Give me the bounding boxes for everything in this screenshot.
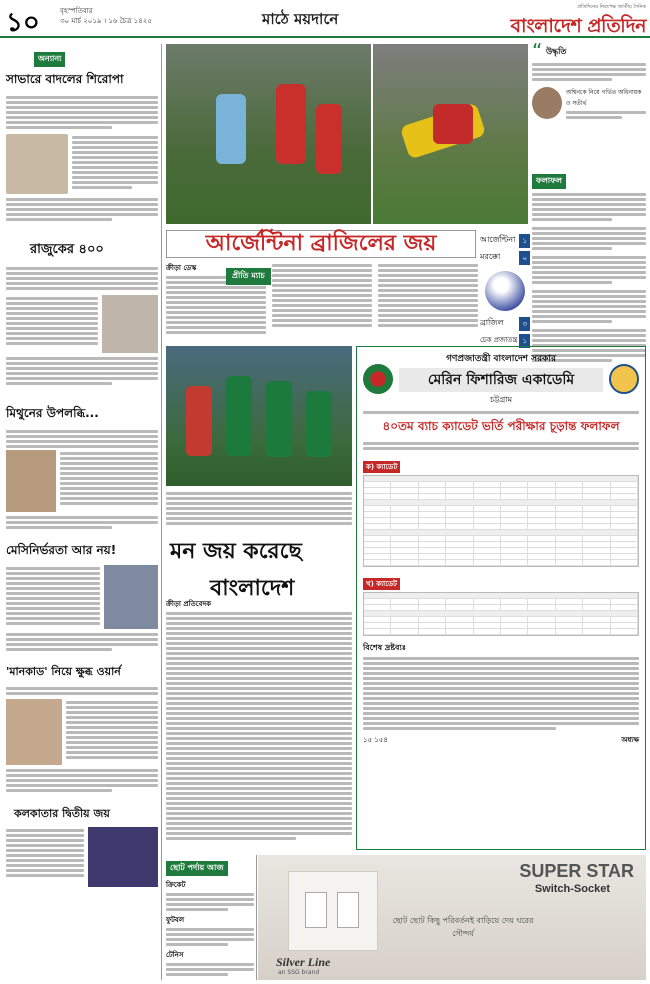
section-b-label: খ) ক্যাডেট	[363, 578, 400, 590]
story-body	[6, 295, 98, 353]
story-title: মেসিনির্ভরতা আর নয়!	[6, 543, 117, 557]
score-row	[480, 234, 530, 248]
results-list	[532, 193, 646, 362]
story-body	[6, 355, 158, 395]
person-photo	[6, 699, 62, 765]
notice-ref: ১৫ ১৫৪	[363, 736, 388, 744]
logo-tagline: প্রতিদিনের নিরপেক্ষ জাতীয় দৈনিক	[577, 4, 646, 10]
results-table	[363, 475, 639, 567]
team-score: ১	[519, 334, 530, 348]
story-body	[6, 767, 158, 797]
ad-sub-brand: an SSG brand	[278, 969, 320, 976]
quote-author: অশ্বিনকে নিয়ে গর্ভিত অধিনায়ক ও সতীর্থ	[566, 89, 642, 107]
story-body	[6, 827, 84, 887]
tv-item: ক্রিকেট	[166, 881, 186, 889]
academy-emblem-icon	[609, 364, 639, 394]
ad-brand: SUPER STAR	[519, 861, 634, 881]
page-number: ১০	[6, 8, 40, 38]
main-story	[166, 262, 478, 342]
special-label: বিশেষ দ্রষ্টব্যঃ	[363, 643, 407, 652]
bangladesh-headline-line1: মন জয় করেছে	[170, 539, 302, 564]
story-title: মিথুনের উপলব্ধি...	[6, 406, 99, 420]
story-body	[6, 514, 158, 534]
org-line2: মেরিন ফিশারিজ একাডেমি	[399, 368, 603, 392]
tv-title: ছোট পর্দায় আজ	[166, 861, 228, 876]
story-title: কলকাতার দ্বিতীয় জয়	[14, 807, 110, 820]
notice-section-b	[363, 571, 639, 636]
team-name: ব্রাজিল	[480, 318, 504, 327]
story-body	[66, 699, 158, 765]
team-score: ০	[519, 251, 530, 265]
column-divider	[161, 44, 162, 980]
notice-org	[399, 351, 603, 407]
story-body	[6, 265, 158, 295]
notice-section-a	[363, 454, 639, 567]
main-headline: আর্জেন্টিনা ব্রাজিলের জয়	[205, 230, 437, 256]
team-score: ৩	[519, 317, 530, 331]
team-name: চেক প্রজাতন্ত্র	[480, 336, 518, 344]
story-body	[72, 134, 158, 194]
story-body	[6, 685, 158, 699]
byline: ক্রীড়া ডেস্ক	[166, 264, 197, 272]
quote-author-block	[566, 87, 646, 121]
tv-schedule-box	[166, 855, 254, 980]
football-icon	[485, 271, 525, 311]
byline: ক্রীড়া প্রতিবেদক	[166, 600, 212, 608]
person-photo	[6, 450, 56, 512]
bangladesh-headline	[170, 534, 350, 601]
switch-socket-ad	[258, 855, 646, 980]
story-body	[6, 565, 100, 629]
tv-item: ফুটবল	[166, 916, 185, 924]
story-body	[6, 94, 158, 134]
notice-footer	[363, 734, 639, 746]
person-photo	[102, 295, 158, 353]
quote-label: উদ্ধৃতি	[546, 47, 567, 56]
logo-text: বাংলাদেশ প্রতিদিন	[510, 15, 646, 37]
person-photo	[6, 134, 68, 194]
ad-series: Silver Line	[276, 955, 331, 969]
column-divider	[256, 855, 257, 980]
bangladesh-story-top	[166, 490, 352, 536]
score-row	[480, 317, 530, 331]
team-name: মরক্কো	[480, 252, 501, 261]
org-line1: গণপ্রজাতন্ত্রী বাংলাদেশ সরকার	[446, 354, 556, 364]
bangladesh-team-photo	[166, 346, 352, 486]
story-title: সাভারে বাদলের শিরোপা	[6, 72, 124, 86]
section-a-label: ক) ক্যাডেট	[363, 461, 400, 473]
bangladesh-headline-line2: বাংলাদেশ	[210, 576, 295, 601]
govt-emblem-icon	[363, 364, 393, 394]
notice-ref-line	[363, 411, 639, 414]
story-title: রাজুকের ৪০০	[30, 242, 104, 257]
date-full: ৩০ মার্চ ২০১৯ । ১৬ চৈত্র ১৪২৫	[60, 17, 152, 25]
ad-product: Switch-Socket	[534, 883, 610, 895]
org-line3: চট্টগ্রাম	[489, 395, 513, 404]
story-body	[6, 196, 158, 228]
others-tag: অন্যান্য	[34, 52, 65, 67]
team-score: ১	[519, 234, 530, 248]
story-body	[6, 428, 158, 450]
score-row	[480, 251, 530, 265]
bangladesh-story	[166, 598, 352, 848]
person-photo	[532, 87, 562, 119]
argentina-morocco-photo	[166, 44, 371, 224]
results-table	[363, 592, 639, 636]
section-title: মাঠে ময়দানে	[262, 10, 339, 28]
story-column	[378, 262, 478, 342]
date-block	[60, 6, 152, 26]
tv-item: টেনিস	[166, 951, 184, 959]
newspaper-logo	[470, 4, 646, 37]
team-name: আর্জেন্টিনা	[480, 235, 516, 244]
notice-intro	[363, 442, 639, 450]
score-box	[480, 232, 530, 345]
notice-signoff: অধ্যক্ষ	[621, 736, 639, 744]
quote-mark-icon: “	[532, 39, 543, 63]
notice-title: ৪০তম ব্যাচ ক্যাডেট ভর্তি পরীক্ষার চূড়ান্ত ফলাফল	[382, 419, 620, 433]
story-body	[6, 631, 158, 655]
person-photo	[104, 565, 158, 629]
ad-tagline: ছোট ছোট কিছু পরিবর্তনই বাড়িয়ে দেয় ঘরের সৌন্দর্য	[392, 916, 534, 938]
friendly-match-tag: প্রীতি ম্যাচ	[226, 268, 271, 285]
switch-plate-image	[288, 871, 378, 951]
match-photo	[88, 827, 158, 887]
brazil-czech-photo	[373, 44, 528, 224]
quote-box	[532, 39, 646, 164]
quote-text	[532, 63, 646, 81]
notice-header	[357, 347, 645, 411]
headline-frame	[166, 230, 476, 258]
academy-notice	[356, 346, 646, 850]
date-day: বৃহস্পতিবার	[60, 7, 93, 15]
left-column	[6, 46, 158, 976]
story-column	[272, 262, 372, 342]
story-body	[60, 450, 158, 512]
special-notes	[363, 642, 639, 730]
results-title: ফলাফল	[532, 174, 566, 189]
story-title: 'মানকাড' নিয়ে ক্ষুব্ধ ওয়ার্ন	[6, 665, 121, 678]
